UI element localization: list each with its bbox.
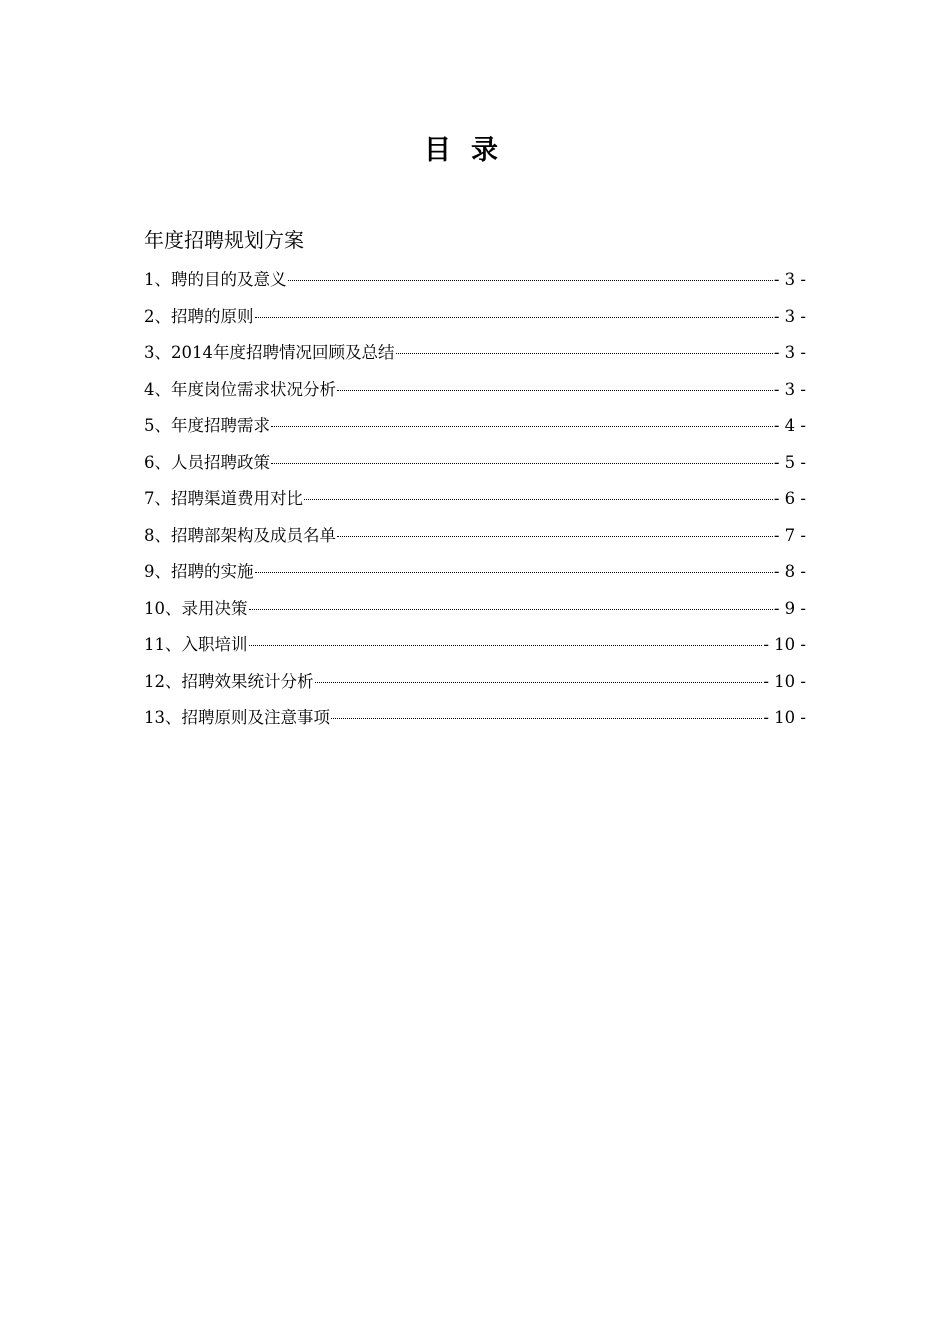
toc-entry-page: - 5 - [773, 452, 806, 472]
dot-leader [337, 389, 773, 391]
toc-entry-label: 4、年度岗位需求状况分析 [144, 379, 336, 399]
toc-entry-7[interactable] [144, 481, 806, 518]
toc-list [144, 262, 806, 737]
dot-leader [337, 535, 773, 537]
toc-entry-label: 8、招聘部架构及成员名单 [144, 525, 336, 545]
toc-entry-label: 9、招聘的实施 [144, 562, 254, 581]
dot-leader [331, 717, 762, 719]
toc-entry-label: 6、人员招聘政策 [144, 452, 270, 472]
toc-entry-page: - 9 - [773, 598, 806, 618]
toc-entry-label: 1、聘的目的及意义 [144, 270, 287, 289]
toc-entry-3[interactable] [144, 335, 806, 372]
toc-entry-8[interactable] [144, 518, 806, 555]
toc-entry-page: - 10 - [763, 671, 806, 691]
toc-entry-page: - 3 - [773, 270, 806, 289]
toc-entry-page: - 3 - [773, 306, 806, 326]
toc-heading[interactable]: 年度招聘规划方案 [144, 228, 304, 252]
dot-leader [271, 462, 773, 464]
dot-leader [396, 352, 773, 354]
toc-entry-9[interactable] [144, 554, 806, 591]
toc-entry-page: - 4 - [773, 416, 806, 435]
toc-entry-1[interactable] [144, 262, 806, 299]
toc-entry-label: 10、录用决策 [144, 598, 248, 618]
toc-entry-page: - 8 - [773, 562, 806, 581]
toc-entry-2[interactable] [144, 299, 806, 336]
toc-entry-label: 2、招聘的原则 [144, 306, 254, 326]
toc-entry-10[interactable] [144, 591, 806, 628]
toc-entry-label: 5、年度招聘需求 [144, 416, 270, 435]
toc-entry-label: 7、招聘渠道费用对比 [144, 489, 303, 508]
dot-leader [249, 608, 773, 610]
dot-leader [288, 279, 773, 281]
dot-leader [271, 425, 773, 427]
toc-entry-page: - 3 - [773, 379, 806, 399]
toc-entry-12[interactable] [144, 664, 806, 701]
toc-entry-6[interactable] [144, 445, 806, 482]
toc-entry-label: 13、招聘原则及注意事项 [144, 708, 330, 727]
toc-entry-page: - 10 - [763, 635, 806, 654]
toc-entry-page: - 10 - [763, 708, 806, 727]
toc-entry-4[interactable] [144, 372, 806, 409]
toc-entry-13[interactable] [144, 700, 806, 737]
dot-leader [304, 498, 773, 500]
toc-entry-label: 11、入职培训 [144, 635, 248, 654]
toc-title: 目录 [424, 135, 518, 166]
toc-entry-page: - 7 - [773, 525, 806, 545]
dot-leader [255, 316, 773, 318]
toc-entry-page: - 3 - [773, 343, 806, 362]
dot-leader [255, 571, 773, 573]
toc-entry-label: 12、招聘效果统计分析 [144, 671, 314, 691]
dot-leader [249, 644, 763, 646]
toc-entry-label: 3、2014年度招聘情况回顾及总结 [144, 343, 395, 362]
dot-leader [315, 681, 763, 683]
toc-entry-page: - 6 - [773, 489, 806, 508]
toc-entry-11[interactable] [144, 627, 806, 664]
toc-entry-5[interactable] [144, 408, 806, 445]
